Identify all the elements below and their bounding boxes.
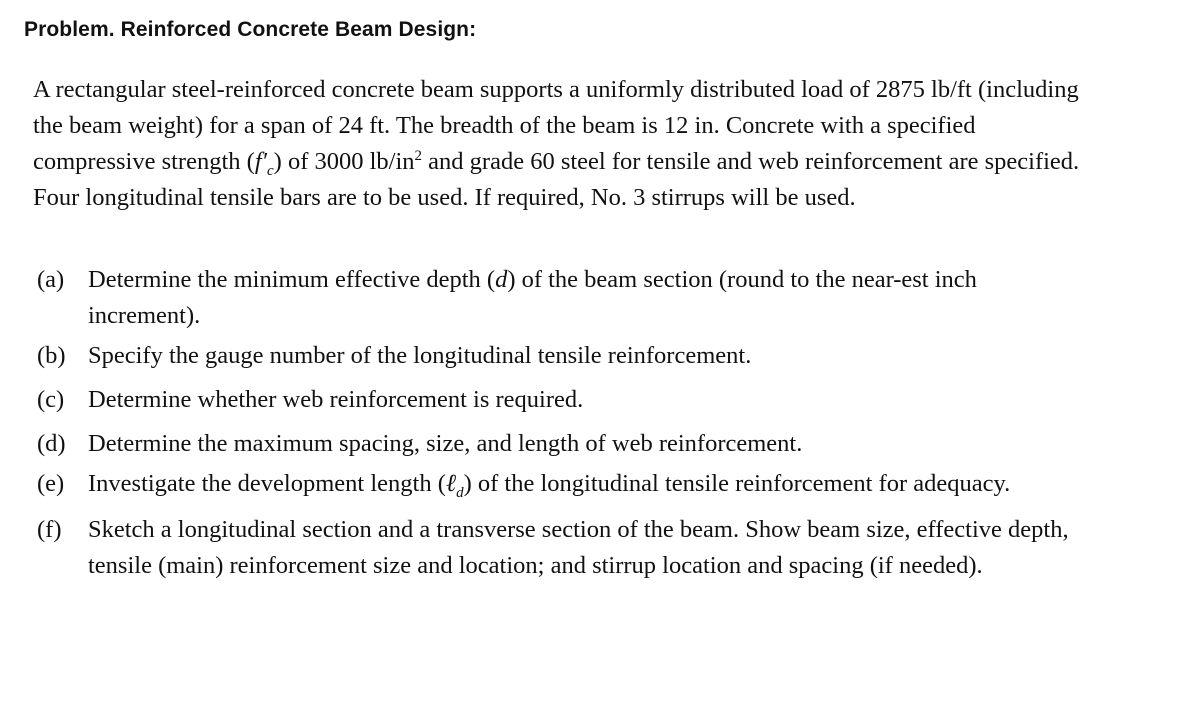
symbol-d: d [495,266,508,293]
part-b-label: (b) [37,342,66,369]
part-e-text: Investigate the development length (ℓ$_d$) of the longitudinal tensile reinforcement for adequacy. [88,470,1011,501]
part-f [37,512,1097,584]
part-e-label: (e) [37,470,65,497]
part-a [37,262,1097,334]
part-b [37,338,1097,374]
part-c [37,382,1097,418]
part-a-label: (a) [37,266,65,293]
part-e [37,466,1097,502]
superscript-2: 2 [414,147,423,164]
problem-statement [33,72,1093,216]
part-f-text: Sketch a longitudinal section and a transverse section of the beam. Show beam size, effective depth, tensile (main) reinforcement size and location; and stirrup location and spacing (if needed). [88,516,1069,579]
symbol-ld: ℓ [445,470,457,497]
part-f-label: (f) [37,516,62,543]
part-b-text: Specify the gauge number of the longitudinal tensile reinforcement. [88,342,752,369]
problem-title: Problem. Reinforced Concrete Beam Design: [24,18,477,41]
part-c-text: Determine whether web reinforcement is required. [88,386,584,413]
part-d-label: (d) [37,430,66,457]
subscript-d: d [456,484,464,501]
statement-text-part1: A rectangular steel-reinforced concrete beam supports a uniformly distributed load of 2875 lb/ft (including the beam weight) for a span of 24 ft. The breadth of the beam is 12 in. Concrete with a specified compressive strength ( [33,76,1079,175]
statement-text-part3: and grade 60 steel for tensile and web reinforcement are specified. Four longitudinal tensile bars are to be used. If required, No. 3 stirrups will be used. [33,148,1080,211]
part-d [37,426,1097,462]
problem-parts-list [37,262,1097,584]
part-d-text: Determine the maximum spacing, size, and length of web reinforcement. [88,430,803,457]
statement-text-part2: ) of 3000 lb/in [273,148,415,175]
symbol-fc: f′ [254,148,267,175]
subscript-c: c [266,162,274,179]
part-a-text: Determine the minimum effective depth (d) of the beam section (round to the near-est inch increment). [88,266,977,329]
part-c-label: (c) [37,386,65,413]
